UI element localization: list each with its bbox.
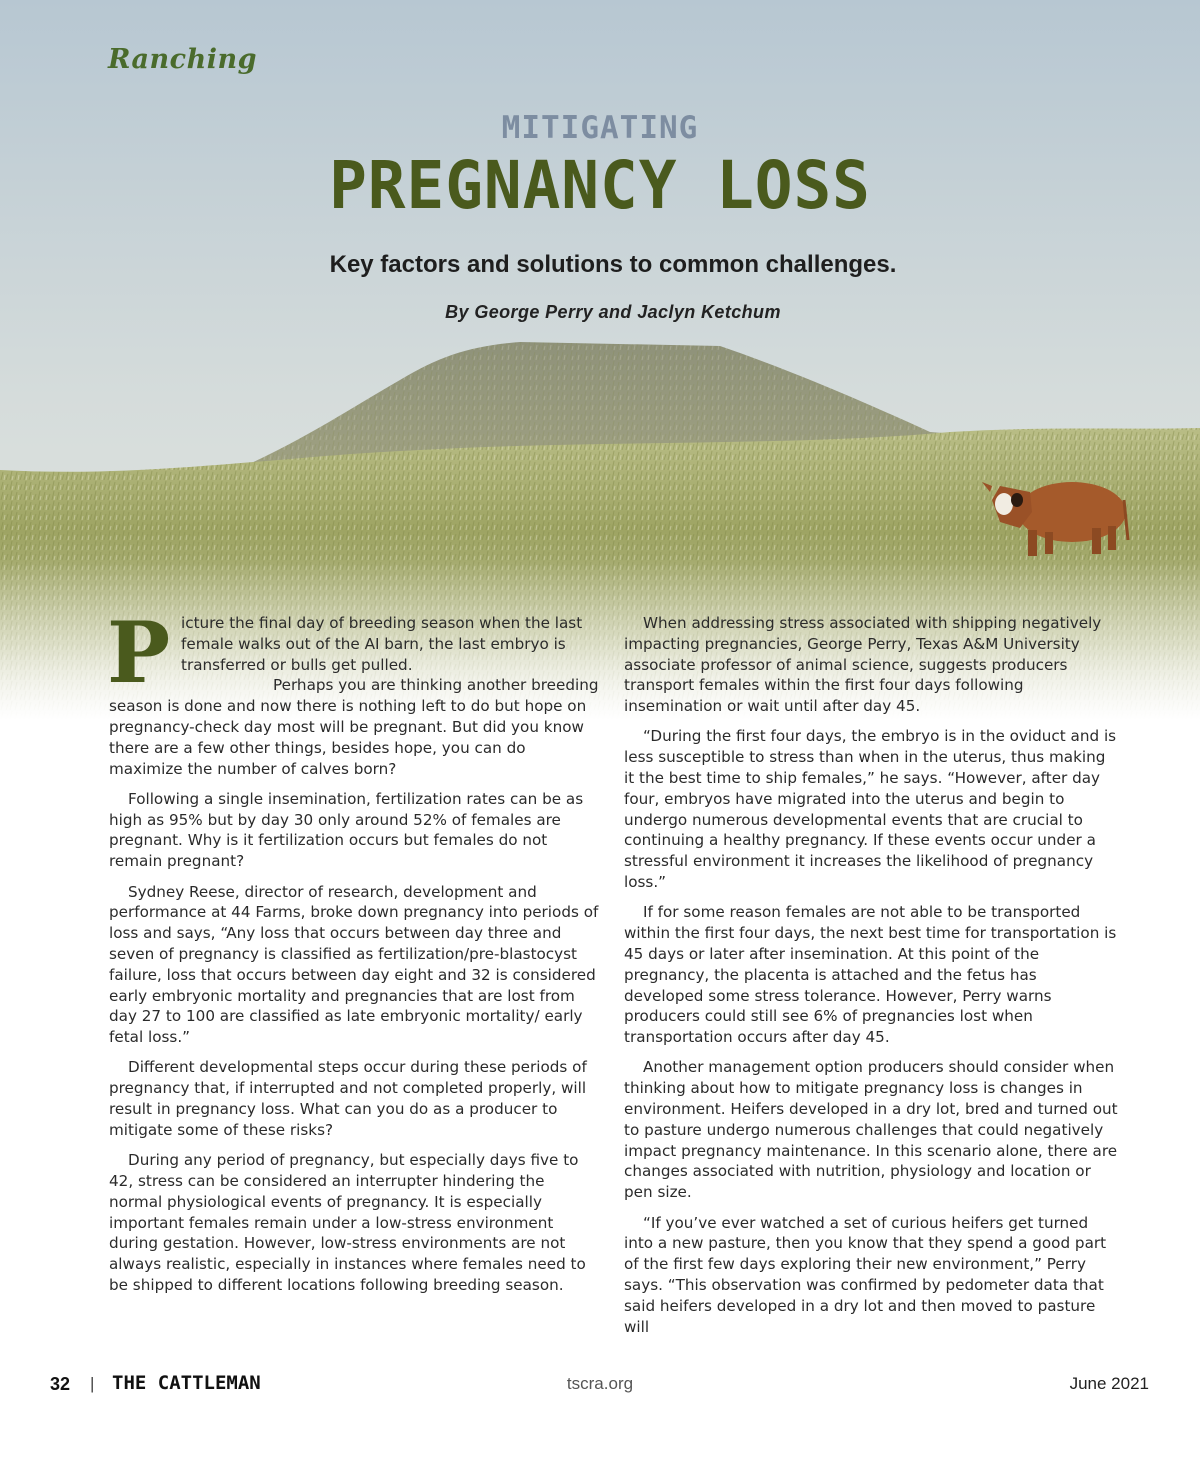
page-footer (0, 1372, 1200, 1402)
paragraph: Different developmental steps occur during these periods of pregnancy that, if interrupted and not completed properly, will result in pregnancy loss. What can you do as a producer to mitigate some of these risks? (109, 1058, 587, 1139)
headline-kicker: MITIGATING (501, 110, 699, 146)
article-column-right (624, 613, 1118, 1347)
article-column-left (107, 603, 601, 1305)
footer-separator: | (90, 1374, 95, 1393)
issue-date: June 2021 (1069, 1374, 1149, 1393)
paragraph: Another management option producers should consider when thinking about how to mitigate pregnancy loss is changes in environment. Heifers developed in a dry lot, bred and turned out to pasture undergo numerous challenges that could negatively impact pregnancy maintenance. In this scenario alone, there are changes associated with nutrition, physiology and location or pen size. (624, 1058, 1118, 1202)
paragraph: Sydney Reese, director of research, development and performance at 44 Farms, broke down pregnancy into periods of loss and says, “Any loss that occurs between day three and seven of pregnancy is classified as fertilization/pre-blastocyst failure, loss that occurs between day eight and 32 is considered early embryonic mortality and pregnancies that are lost from day 27 to 100 are classified as late embryonic mortality/ early fetal loss.” (109, 882, 599, 1047)
paragraph: “If you’ve ever watched a set of curious heifers get turned into a new pasture, then you know that they spend a good part of the first few days exploring their new environment,” Perry says. “This observation was confirmed by pedometer data that said heifers developed in a dry lot and then moved to pasture will (624, 1213, 1107, 1336)
paragraph: Perhaps you are thinking another breeding season is done and now there is nothing left to do but hope on pregnancy-check day most will be pregnant. But did you know there are a few other things, besides hope, you can do maximize the number of calves born? (109, 676, 599, 778)
paragraph: Picture the final day of breeding season when the last female walks out of the AI barn, the last embryo is transferred or bulls get pulled. (107, 603, 583, 702)
page-number: 32 (50, 1374, 71, 1394)
hero-photo (0, 0, 1200, 720)
paragraph: During any period of pregnancy, but especially days five to 42, stress can be considered an interrupter hindering the normal physiological events of pregnancy. It is especially important females remain under a low-stress environment during gestation. However, low-stress environments are not always realistic, especially in instances where females need to be shipped to different locations following breeding season. (109, 1151, 586, 1294)
byline: By George Perry and Jaclyn Ketchum (445, 302, 781, 322)
page-title: PREGNANCY LOSS (329, 147, 871, 224)
drop-cap: P (107, 603, 171, 702)
paragraph: “During the first four days, the embryo is in the oviduct and is less susceptible to stress than when in the uterus, thus making it the best time to ship females,” he says. “However, after day four, embryos have migrated into the uterus and begin to undergo numerous developmental events that are crucial to continuing a healthy pregnancy. If these events occur under a stressful environment it increases the likelihood of pregnancy loss.” (624, 727, 1117, 892)
paragraph: If for some reason females are not able to be transported within the first four days, the next best time for transportation is 45 days or later after insemination. At this point of the pregnancy, the placenta is attached and the fetus has developed some stress tolerance. However, Perry warns producers could still see 6% of pregnancies lost when transportation occurs after day 45. (624, 903, 1117, 1047)
section-label: Ranching (108, 44, 258, 75)
paragraph: Following a single insemination, fertilization rates can be as high as 95% but by day 30 only around 52% of females are pregnant. Why is it fertilization occurs but females do not remain pregnant? (109, 789, 584, 871)
prairie-landscape-image (0, 0, 1200, 720)
magazine-name: THE CATTLEMAN (112, 1372, 261, 1394)
paragraph: When addressing stress associated with shipping negatively impacting pregnancies, George Perry, Texas A&M University associate professor of animal science, suggests producers transport females within the first four days following insemination or wait until after day 45. (624, 614, 1102, 716)
website-link[interactable]: tscra.org (566, 1374, 634, 1393)
subtitle: Key factors and solutions to common challenges. (329, 251, 897, 278)
